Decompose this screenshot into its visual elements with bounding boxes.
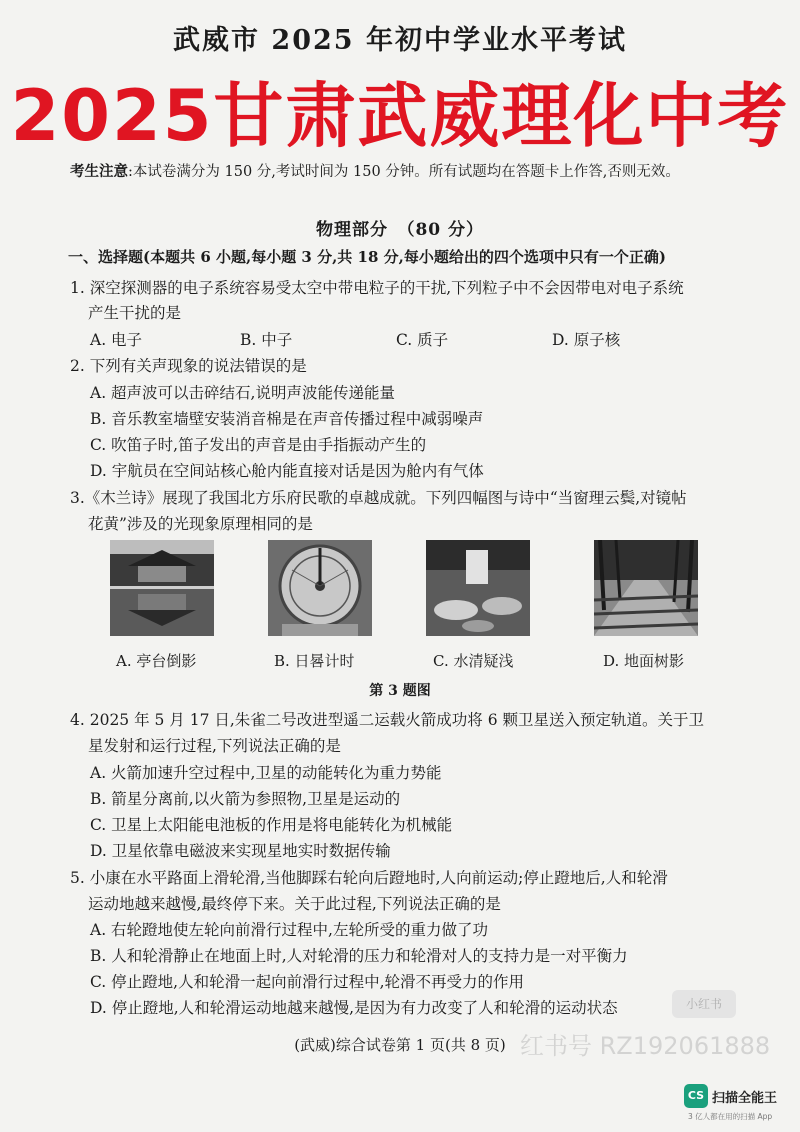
q5-stem-line1: 5. 小康在水平路面上滑轮滑,当他脚踩右轮向后蹬地时,人向前运动;停止蹬地后,人和轮滑 (70, 869, 668, 887)
q5-stem-line2: 运动地越来越慢,最终停下来。关于此过程,下列说法正确的是 (88, 895, 501, 913)
scanner-app-badge (684, 1084, 794, 1124)
q3-caption-b: B. 日晷计时 (274, 652, 355, 670)
q2-option-d: D. 宇航员在空间站核心舱内能直接对话是因为舱内有气体 (90, 462, 484, 480)
exam-notice (70, 160, 770, 181)
q5-option-a: A. 右轮蹬地使左轮向前滑行过程中,左轮所受的重力做了功 (90, 921, 488, 939)
q3-caption-c: C. 水清疑浅 (433, 652, 514, 670)
q4-stem-line1: 4. 2025 年 5 月 17 日,朱雀二号改进型遥二运载火箭成功将 6 颗卫星送入预定轨道。关于卫 (70, 711, 705, 729)
q3-caption-d: D. 地面树影 (603, 652, 685, 670)
q1-option-a: A. 电子 (90, 331, 143, 349)
q3-stem-line1: 3.《木兰诗》展现了我国北方乐府民歌的卓越成就。下列四幅图与诗中“当窗理云鬓,对镜帖 (70, 489, 687, 507)
q4-option-b: B. 箭星分离前,以火箭为参照物,卫星是运动的 (90, 790, 401, 808)
watermark-badge: 小红书 (672, 990, 736, 1018)
q1-option-c: C. 质子 (396, 331, 449, 349)
section-title: 物理部分 （80 分） (315, 220, 485, 240)
q3-caption-a: A. 亭台倒影 (116, 652, 197, 670)
q1-option-d: D. 原子核 (552, 331, 621, 349)
tree-shadow-photo (594, 540, 698, 636)
q1-stem-line1: 1. 深空探测器的电子系统容易受太空中带电粒子的干扰,下列粒子中不会因带电对电子系统 (70, 279, 684, 297)
q2-option-b: B. 音乐教室墙壁安装消音棉是在声音传播过程中减弱噪声 (90, 410, 484, 428)
page-footer: (武威)综合试卷第 1 页(共 8 页) (294, 1036, 506, 1054)
pavilion-reflection-photo (110, 540, 214, 636)
q4-option-d: D. 卫星依靠电磁波来实现星地实时数据传输 (90, 842, 391, 860)
part-title: 一、选择题(本题共 6 小题,每小题 3 分,共 18 分,每小题给出的四个选项中只有一个正确) (68, 248, 666, 266)
camscanner-logo-icon: CS (684, 1084, 708, 1108)
scanner-app-name: 扫描全能王 (712, 1091, 778, 1106)
headline-banner: 2025甘肃武威理化中考 (10, 75, 790, 157)
q1-stem-line2: 产生干扰的是 (88, 304, 182, 322)
scanner-app-tagline: 3 亿人都在用的扫描 App (688, 1112, 773, 1121)
sundial-photo (268, 540, 372, 636)
q1-option-b: B. 中子 (240, 331, 293, 349)
notice-text: :本试卷满分为 150 分,考试时间为 150 分钟。所有试题均在答题卡上作答,否则无效。 (128, 164, 680, 180)
q3-figure-label: 第 3 题图 (369, 683, 431, 699)
q5-option-b: B. 人和轮滑静止在地面上时,人对轮滑的压力和轮滑对人的支持力是一对平衡力 (90, 947, 628, 965)
q2-stem: 2. 下列有关声现象的说法错误的是 (70, 357, 307, 375)
exam-title: 武威市 2025 年初中学业水平考试 (173, 25, 627, 56)
watermark-text: 红书号 RZ192061888 (520, 1032, 771, 1060)
q4-option-a: A. 火箭加速升空过程中,卫星的动能转化为重力势能 (90, 764, 442, 782)
q2-option-c: C. 吹笛子时,笛子发出的声音是由手指振动产生的 (90, 436, 427, 454)
q4-stem-line2: 星发射和运行过程,下列说法正确的是 (88, 737, 341, 755)
q5-option-d: D. 停止蹬地,人和轮滑运动地越来越慢,是因为有力改变了人和轮滑的运动状态 (90, 999, 618, 1017)
q3-figures (0, 540, 800, 640)
q4-option-c: C. 卫星上太阳能电池板的作用是将电能转化为机械能 (90, 816, 453, 834)
clear-water-photo (426, 540, 530, 636)
q3-stem-line2: 花黄”涉及的光现象原理相同的是 (88, 515, 313, 533)
q2-option-a: A. 超声波可以击碎结石,说明声波能传递能量 (90, 384, 395, 402)
notice-label: 考生注意 (70, 163, 128, 180)
q5-option-c: C. 停止蹬地,人和轮滑一起向前滑行过程中,轮滑不再受力的作用 (90, 973, 525, 991)
